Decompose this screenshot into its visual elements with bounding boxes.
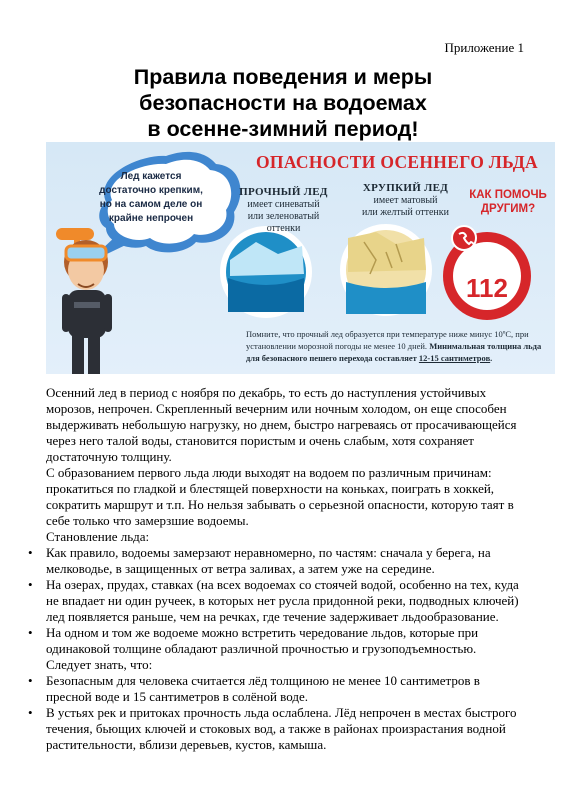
poster-note: Помните, что прочный лед образуется при температуре ниже минус 10ºС, при установлении морозной погоды не менее 10 дней. Минимальная толщина льда для безопасного пешего перехода составляет 12-15 сантиметров. — [246, 329, 542, 363]
paragraph-3: Становление льда: — [46, 529, 150, 544]
strong-ice-label — [236, 186, 331, 235]
title-line-1: Правила поведения и меры — [133, 65, 433, 89]
emergency-number: 112 — [466, 273, 508, 303]
bullet-item: • Безопасным для человека считается лёд толщиною не менее 10 сантиметров в пресной воде и 15 сантиметров в солёной воде. — [46, 673, 526, 705]
strong-ice-title: ПРОЧНЫЙ ЛЕД — [239, 186, 328, 198]
help-others-label: КАК ПОМОЧЬ ДРУГИМ? — [469, 189, 547, 215]
weak-ice-icon — [340, 224, 432, 316]
weak-ice-text-1: имеет матовый — [373, 195, 438, 206]
title-line-2: безопасности на водоемах — [139, 91, 427, 115]
article-body — [46, 385, 526, 753]
note-thickness: 12-15 сантиметров — [418, 353, 491, 363]
bullet-item: • В устьях рек и притоках прочность льда ослаблена. Лёд непрочен в местах быстрого течения, бьющих ключей и стоковых вод, а также в районах произрастания водной растительности, вблизи деревьев, кустов, камыша. — [46, 705, 526, 753]
strong-ice-text-1: имеет синеватый — [247, 199, 320, 210]
weak-ice-title: ХРУПКИЙ ЛЕД — [362, 182, 449, 194]
diver-boy-icon — [56, 228, 112, 374]
poster-heading: ОПАСНОСТИ ОСЕННЕГО ЛЬДА — [256, 152, 538, 172]
title-line-3: в осенне-зимний период! — [147, 117, 419, 141]
paragraph-1: Осенний лед в период с ноября по декабрь, то есть до наступления устойчивых морозов, непрочен. Скрепленный вечерним или ночным холодом, он еще способен выдерживать небольшую нагрузку, но днем, быстро нагреваясь от просачивающейся через него талой воды, становится пористым и очень слабым, хотя сохраняет достаточную толщину. — [46, 385, 517, 464]
weak-ice-text-2: или желтый оттенки — [362, 207, 449, 218]
speech-bubble-text: Лед кажется достаточно крепким, но на самом деле он крайне непрочен — [99, 171, 203, 224]
paragraph-4: Следует знать, что: — [46, 657, 153, 672]
weak-ice-label — [358, 182, 453, 219]
paragraph-2: С образованием первого льда люди выходят на водоем по различным причинам: прокатиться по гладкой и блестящей поверхности на коньках, поиграть в хоккей, сократить маршрут и т.п. Но нельзя забывать о серьезной опасности, которую таят в себе только что замерзшие водоемы. — [46, 465, 514, 528]
appendix-label: Приложение 1 — [444, 40, 524, 55]
strong-ice-icon — [220, 226, 312, 318]
page-title — [60, 64, 506, 142]
strong-ice-text-2: или зеленоватый оттенки — [247, 211, 320, 234]
bullet-item: • На одном и том же водоеме можно встретить чередование льдов, которые при одинаковой толщине обладают различной прочностью и грузоподъемностью. — [46, 625, 526, 657]
bullet-item: • На озерах, прудах, ставках (на всех водоемах со стоячей водой, особенно на тех, куда не впадает ни один ручеек, в которых нет русла придонной реки, подводных ключей) лед появляется раньше, чем на речках, где течение задерживает льдообразование. — [46, 577, 526, 625]
note-bold: Минимальная толщина льда для безопасного пешего перехода составляет — [246, 341, 542, 363]
note-text: Помните, что прочный лед образуется при температуре ниже минус 10ºС, при установлении морозной погоды не менее 10 дней. — [246, 329, 529, 351]
bullet-item: • Как правило, водоемы замерзают неравномерно, по частям: сначала у берега, на мелководье, в защищенных от ветра заливах, а затем уже на середине. — [46, 545, 526, 577]
